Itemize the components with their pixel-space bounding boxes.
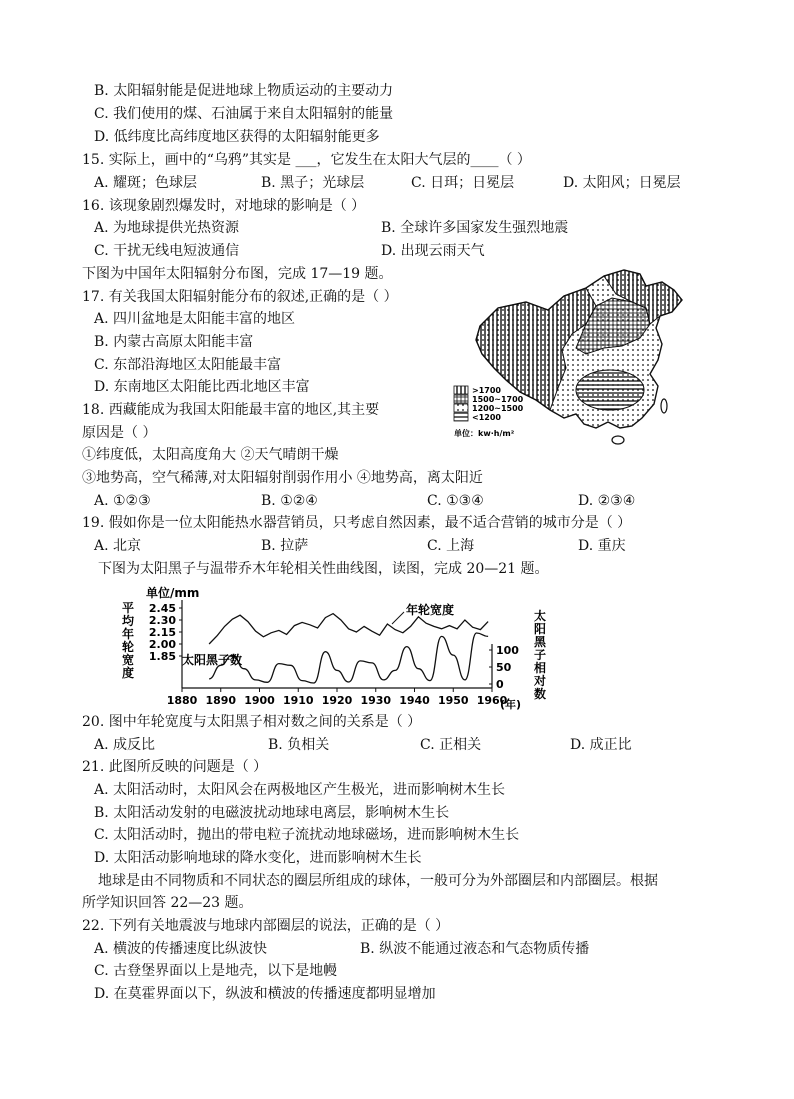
q14-option-c: C. 我们使用的煤、石油属于来自太阳辐射的能量	[94, 106, 394, 122]
sunspot-tree-ring-chart	[116, 584, 556, 712]
intro-20-21: 下图为太阳黑子与温带乔木年轮相关性曲线图，读图，完成 20—21 题。	[98, 561, 549, 577]
q18-statements-2: ③地势高，空气稀薄,对太阳辐射削弱作用小 ④地势高，离太阳近	[82, 470, 483, 486]
y-right-tick-label: 0	[496, 678, 504, 691]
q16-stem: 16. 该现象剧烈爆发时，对地球的影响是（ ）	[82, 198, 366, 214]
ylabel-left-char: 轮	[121, 640, 135, 654]
legend-swatch-3	[454, 404, 468, 412]
map-legend	[454, 386, 524, 438]
q18-option-c: C. ①③④	[427, 493, 484, 509]
ylabel-right-char: 数	[533, 687, 547, 701]
china-solar-radiation-map	[436, 268, 698, 458]
q15-option-a: A. 耀斑；色球层	[94, 175, 198, 191]
chart-x-unit: (年)	[500, 698, 522, 711]
legend-label-1: >1700	[472, 386, 501, 395]
q16-option-c: C. 干扰无线电短波通信	[94, 243, 240, 259]
q15-option-d: D. 太阳风；日冕层	[563, 175, 681, 191]
q22-option-a: A. 横波的传播速度比纵波快	[94, 941, 268, 957]
q15-option-c: C. 日珥；日冕层	[411, 175, 515, 191]
q14-option-b: B. 太阳辐射能是促进地球上物质运动的主要动力	[94, 83, 394, 99]
q17-stem: 17. 有关我国太阳辐射能分布的叙述,正确的是（ ）	[82, 289, 398, 305]
q20-option-a: A. 成反比	[94, 737, 156, 753]
chart-ylabel-right	[533, 608, 547, 701]
q21-stem: 21. 此图所反映的问题是（ ）	[82, 759, 268, 775]
intro-17-19: 下图为中国年太阳辐射分布图，完成 17—19 题。	[82, 266, 393, 282]
intro-22-23-line2: 所学知识回答 22—23 题。	[82, 895, 253, 911]
q22-stem: 22. 下列有关地震波与地球内部圈层的说法，正确的是（ ）	[82, 918, 450, 934]
legend-label-4: <1200	[472, 413, 501, 422]
q17-option-d: D. 东南地区太阳能比西北地区丰富	[94, 379, 310, 395]
legend-unit: 单位：kw·h/m²	[454, 429, 515, 438]
q18-option-a: A. ①②③	[94, 493, 151, 509]
q19-option-c: C. 上海	[427, 538, 475, 554]
q18-option-b: B. ①②④	[261, 493, 318, 509]
q16-option-a: A. 为地球提供光热资源	[94, 220, 240, 236]
q21-option-d: D. 太阳活动影响地球的降水变化，进而影响树木生长	[94, 850, 422, 866]
legend-swatch-1	[454, 386, 468, 394]
x-tick-label: 1930	[360, 694, 392, 707]
q22-option-c: C. 古登堡界面以上是地壳，以下是地幔	[94, 963, 338, 979]
ylabel-left-char: 年	[121, 627, 135, 641]
ylabel-right-char: 相	[533, 661, 547, 675]
ylabel-left-char: 平	[121, 601, 135, 615]
y-left-tick-label: 2.00	[148, 638, 176, 651]
series-label-ring-width: 年轮宽度	[406, 603, 455, 617]
q19-stem: 19. 假如你是一位太阳能热水器营销员，只考虑自然因素，最不适合营销的城市分是（ ）	[82, 515, 632, 531]
series-label-sunspots: 太阳黑子数	[182, 653, 243, 667]
x-tick-label: 1880	[166, 694, 198, 707]
series-line-sunspots	[209, 633, 488, 683]
y-right-tick-label: 100	[496, 644, 519, 657]
q17-option-c: C. 东部沿海地区太阳能最丰富	[94, 357, 282, 373]
ylabel-right-char: 太	[533, 609, 547, 623]
x-tick-label: 1960	[476, 694, 508, 707]
series-line-ring-width	[209, 614, 488, 644]
q18-option-d: D. ②③④	[578, 493, 636, 509]
x-tick-label: 1950	[437, 694, 469, 707]
x-tick-label: 1920	[321, 694, 353, 707]
q15-option-b: B. 黑子；光球层	[261, 175, 365, 191]
ylabel-left-char: 均	[121, 614, 135, 628]
ylabel-left-char: 宽	[121, 653, 135, 667]
ylabel-left-char: 度	[121, 666, 135, 680]
y-right-tick-label: 50	[496, 661, 512, 674]
y-left-tick-label: 2.45	[148, 602, 176, 615]
q22-option-d: D. 在莫霍界面以下，纵波和横波的传播速度都明显增加	[94, 986, 436, 1002]
q20-option-b: B. 负相关	[268, 737, 330, 753]
ylabel-right-char: 子	[533, 648, 547, 662]
intro-22-23-line1: 地球是由不同物质和不同状态的圈层所组成的球体，一般可分为外部圈层和内部圈层。根据	[98, 873, 658, 889]
series-label-leader	[392, 612, 404, 624]
q16-option-d: D. 出现云雨天气	[381, 243, 485, 259]
q20-option-d: D. 成正比	[570, 737, 632, 753]
q21-option-c: C. 太阳活动时，抛出的带电粒子流扰动地球磁场，进而影响树木生长	[94, 827, 520, 843]
chart-ylabel-left	[122, 600, 135, 680]
q19-option-b: B. 拉萨	[261, 538, 309, 554]
q17-option-b: B. 内蒙古高原太阳能丰富	[94, 334, 254, 350]
q18-stem-cont: 原因是（ ）	[82, 425, 157, 441]
x-tick-label: 1890	[205, 694, 237, 707]
y-left-tick-label: 2.30	[148, 614, 176, 627]
q19-option-d: D. 重庆	[578, 538, 626, 554]
legend-swatch-4	[454, 413, 468, 421]
ylabel-right-char: 对	[533, 674, 547, 688]
ylabel-right-char: 阳	[533, 622, 547, 636]
legend-label-2: 1500~1700	[472, 395, 524, 404]
q18-stem: 18. 西藏能成为我国太阳能最丰富的地区,其主要	[82, 402, 380, 418]
q20-option-c: C. 正相关	[420, 737, 482, 753]
q21-option-a: A. 太阳活动时，太阳风会在两极地区产生极光，进而影响树木生长	[94, 782, 506, 798]
q17-option-a: A. 四川盆地是太阳能丰富的地区	[94, 311, 296, 327]
q21-option-b: B. 太阳活动发射的电磁波扰动地球电离层，影响树木生长	[94, 805, 450, 821]
y-left-tick-label: 1.85	[148, 650, 176, 663]
q19-option-a: A. 北京	[94, 538, 142, 554]
q14-option-d: D. 低纬度比高纬度地区获得的太阳辐射能更多	[94, 129, 380, 145]
q20-stem: 20. 图中年轮宽度与太阳黑子相对数之间的关系是（ ）	[82, 714, 422, 730]
x-tick-label: 1910	[282, 694, 314, 707]
q22-option-b: B. 纵波不能通过液态和气态物质传播	[360, 941, 590, 957]
y-left-tick-label: 2.15	[148, 626, 176, 639]
q15-stem: 15. 实际上，画中的“乌鸦”其实是 ___，它发生在太阳大气层的____（ ）	[82, 152, 531, 168]
q16-option-b: B. 全球许多国家发生强烈地震	[381, 220, 569, 236]
chart-unit-label: 单位/mm	[146, 586, 200, 600]
x-tick-label: 1940	[399, 694, 430, 707]
q18-statements-1: ①纬度低，太阳高度角大 ②天气晴朗干燥	[82, 447, 339, 463]
legend-label-3: 1200~1500	[472, 404, 524, 413]
ylabel-right-char: 黑	[533, 635, 547, 649]
x-tick-label: 1900	[244, 694, 275, 707]
legend-swatch-2	[454, 395, 468, 403]
